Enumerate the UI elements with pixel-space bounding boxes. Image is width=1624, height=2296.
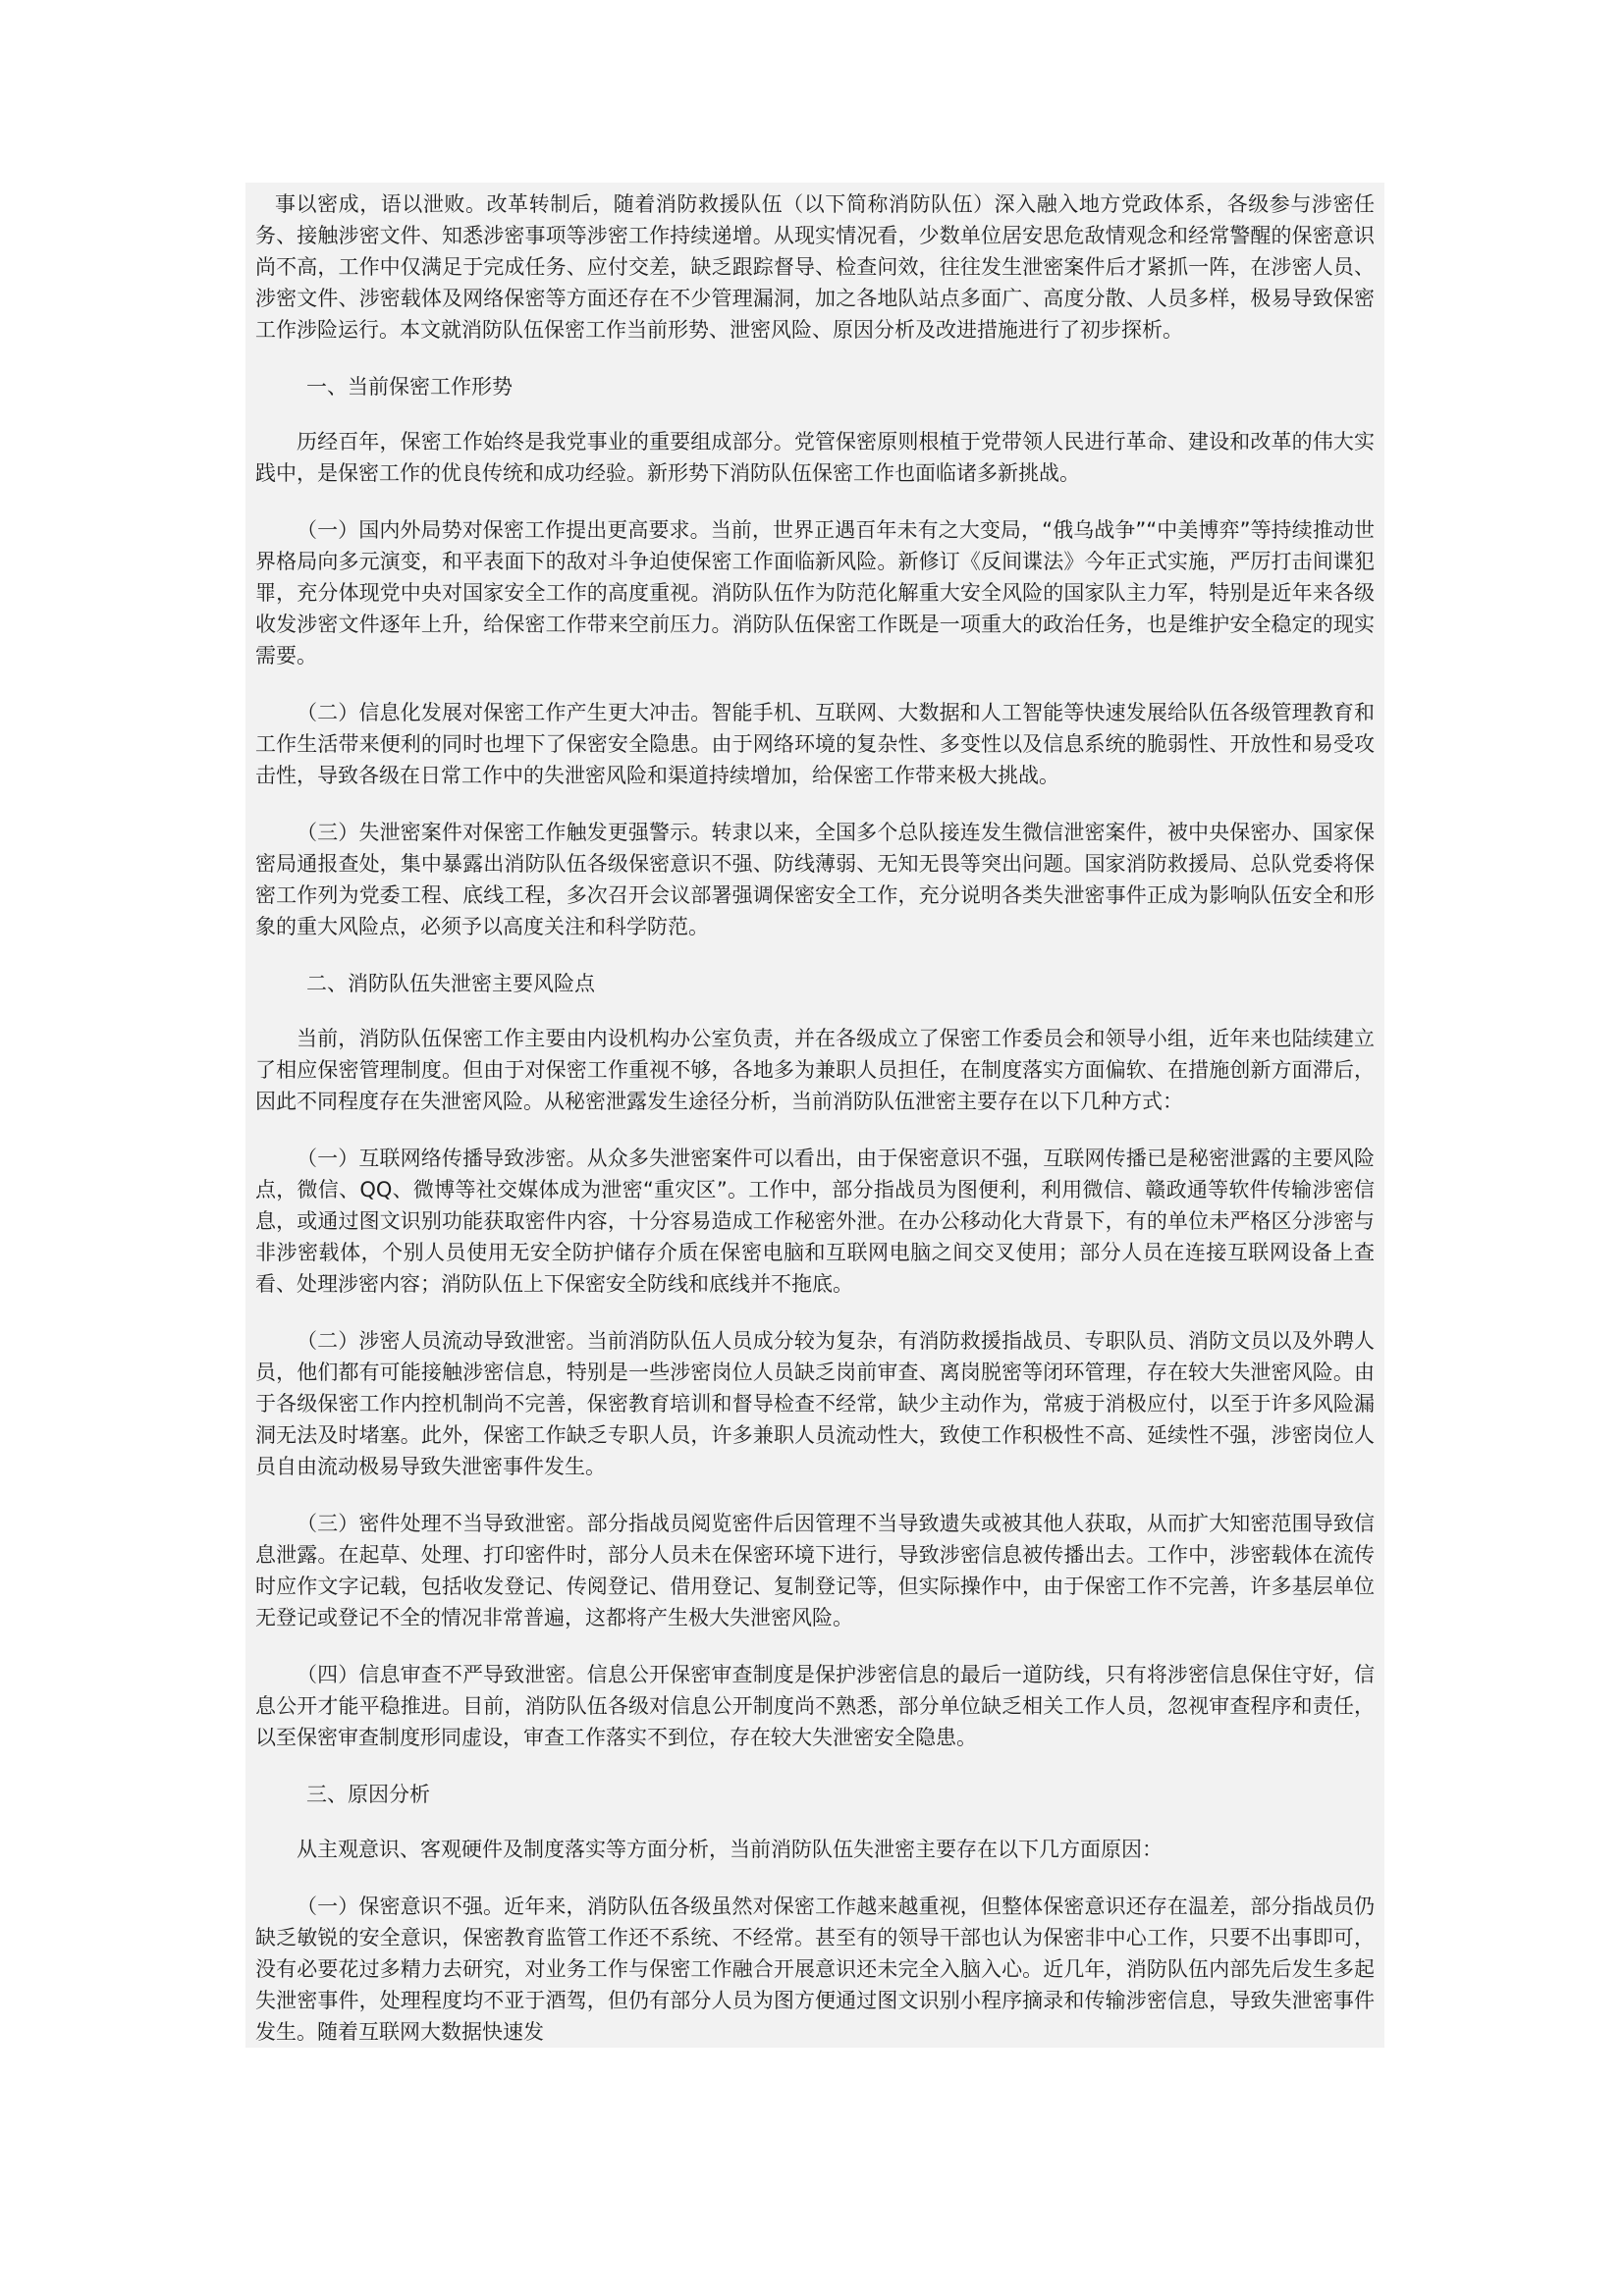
section1-intro-paragraph: 历经百年，保密工作始终是我党事业的重要组成部分。党管保密原则根植于党带领人民进行革命、建设和改革的伟大实践中，是保密工作的优良传统和成功经验。新形势下消防队伍保密工作也面临诸多新挑战。 xyxy=(255,430,1375,485)
intro-paragraph: 事以密成，语以泄败。改革转制后，随着消防救援队伍（以下简称消防队伍）深入融入地方党政体系，各级参与涉密任务、接触涉密文件、知悉涉密事项等涉密工作持续递增。从现实情况看，少数单位居安思危敌情观念和经常警醒的保密意识尚不高，工作中仅满足于完成任务、应付交差，缺乏跟踪督导、检查问效，往往发生泄密案件后才紧抓一阵，在涉密人员、涉密文件、涉密载体及网络保密等方面还存在不少管理漏洞，加之各地队站点多面广、高度分散、人员多样，极易导致保密工作涉险运行。本文就消防队伍保密工作当前形势、泄密风险、原因分析及改进措施进行了初步探析。 xyxy=(255,192,1375,342)
section3-intro-paragraph: 从主观意识、客观硬件及制度落实等方面分析，当前消防队伍失泄密主要存在以下几方面原因： xyxy=(297,1838,1163,1861)
section-heading-2: 二、消防队伍失泄密主要风险点 xyxy=(306,972,595,995)
section1-paragraph-1: （一）国内外局势对保密工作提出更高要求。当前，世界正遇百年未有之大变局，“俄乌战争”“中美博弈”等持续推动世界格局向多元演变，和平表面下的敌对斗争迫使保密工作面临新风险。新修订《反间谍法》今年正式实施，严厉打击间谍犯罪，充分体现党中央对国家安全工作的高度重视。消防队伍作为防范化解重大安全风险的国家队主力军，特别是近年来各级收发涉密文件逐年上升，给保密工作带来空前压力。消防队伍保密工作既是一项重大的政治任务，也是维护安全稳定的现实需要。 xyxy=(255,518,1375,667)
section1-paragraph-3: （三）失泄密案件对保密工作触发更强警示。转隶以来，全国多个总队接连发生微信泄密案件，被中央保密办、国家保密局通报查处，集中暴露出消防队伍各级保密意识不强、防线薄弱、无知无畏等突出问题。国家消防救援局、总队党委将保密工作列为党委工程、底线工程，多次召开会议部署强调保密安全工作，充分说明各类失泄密事件正成为影响队伍安全和形象的重大风险点，必须予以高度关注和科学防范。 xyxy=(255,821,1375,938)
section1-paragraph-2: （二）信息化发展对保密工作产生更大冲击。智能手机、互联网、大数据和人工智能等快速发展给队伍各级管理教育和工作生活带来便利的同时也埋下了保密安全隐患。由于网络环境的复杂性、多变性以及信息系统的脆弱性、开放性和易受攻击性，导致各级在日常工作中的失泄密风险和渠道持续增加，给保密工作带来极大挑战。 xyxy=(255,701,1375,787)
section-heading-3: 三、原因分析 xyxy=(306,1783,430,1806)
section2-paragraph-1: （一）互联网络传播导致涉密。从众多失泄密案件可以看出，由于保密意识不强，互联网传播已是秘密泄露的主要风险点，微信、QQ、微博等社交媒体成为泄密“重灾区”。工作中，部分指战员为图便利，利用微信、赣政通等软件传输涉密信息，或通过图文识别功能获取密件内容，十分容易造成工作秘密外泄。在办公移动化大背景下，有的单位未严格区分涉密与非涉密载体，个别人员使用无安全防护储存介质在保密电脑和互联网电脑之间交叉使用；部分人员在连接互联网设备上查看、处理涉密内容；消防队伍上下保密安全防线和底线并不拖底。 xyxy=(255,1147,1375,1296)
section-heading-1: 一、当前保密工作形势 xyxy=(306,375,513,399)
section2-intro-paragraph: 当前，消防队伍保密工作主要由内设机构办公室负责，并在各级成立了保密工作委员会和领导小组，近年来也陆续建立了相应保密管理制度。但由于对保密工作重视不够，各地多为兼职人员担任，在制度落实方面偏软、在措施创新方面滞后，因此不同程度存在失泄密风险。从秘密泄露发生途径分析，当前消防队伍泄密主要存在以下几种方式： xyxy=(255,1027,1375,1113)
section3-paragraph-1: （一）保密意识不强。近年来，消防队伍各级虽然对保密工作越来越重视，但整体保密意识还存在温差，部分指战员仍缺乏敏锐的安全意识，保密教育监管工作还不系统、不经常。甚至有的领导干部也认为保密非中心工作，只要不出事即可，没有必要花过多精力去研究，对业务工作与保密工作融合开展意识还未完全入脑入心。近几年，消防队伍内部先后发生多起失泄密事件，处理程度均不亚于酒驾，但仍有部分人员为图方便通过图文识别小程序摘录和传输涉密信息，导致失泄密事件发生。随着互联网大数据快速发 xyxy=(255,1895,1375,2044)
section2-paragraph-3: （三）密件处理不当导致泄密。部分指战员阅览密件后因管理不当导致遗失或被其他人获取，从而扩大知密范围导致信息泄露。在起草、处理、打印密件时，部分人员未在保密环境下进行，导致涉密信息被传播出去。工作中，涉密载体在流传时应作文字记载，包括收发登记、传阅登记、借用登记、复制登记等，但实际操作中，由于保密工作不完善，许多基层单位无登记或登记不全的情况非常普遍，这都将产生极大失泄密风险。 xyxy=(255,1512,1375,1629)
document-body xyxy=(245,183,1384,2048)
section2-paragraph-4: （四）信息审查不严导致泄密。信息公开保密审查制度是保护涉密信息的最后一道防线，只有将涉密信息保住守好，信息公开才能平稳推进。目前，消防队伍各级对信息公开制度尚不熟悉，部分单位缺乏相关工作人员，忽视审查程序和责任，以至保密审查制度形同虚设，审查工作落实不到位，存在较大失泄密安全隐患。 xyxy=(255,1663,1375,1749)
section2-paragraph-2: （二）涉密人员流动导致泄密。当前消防队伍人员成分较为复杂，有消防救援指战员、专职队员、消防文员以及外聘人员，他们都有可能接触涉密信息，特别是一些涉密岗位人员缺乏岗前审查、离岗脱密等闭环管理，存在较大失泄密风险。由于各级保密工作内控机制尚不完善，保密教育培训和督导检查不经常，缺少主动作为，常疲于消极应付，以至于许多风险漏洞无法及时堵塞。此外，保密工作缺乏专职人员，许多兼职人员流动性大，致使工作积极性不高、延续性不强，涉密岗位人员自由流动极易导致失泄密事件发生。 xyxy=(255,1329,1375,1478)
